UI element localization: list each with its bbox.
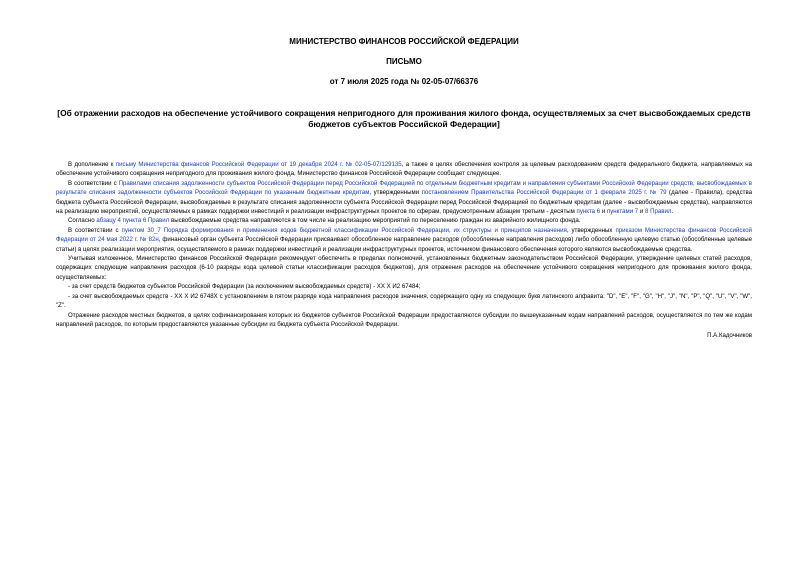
text: , а также в целях обеспечения контроля за целевым расходованием средств федерального бюджета, направляемых на обеспечение устойчивого сокращения непригодного для проживания жилого фонда, Министерство финансов Российской Федерации сообщает следующее. xyxy=(56,161,752,178)
list-item-released-funds: - за счет высвобождаемых средств - ХХ Х И2 6748Х с установлением в пятом разряде кода направления расходов значения, содержащего одну из следующих букв латинского алфавита: "D", "E", "F", "G", "H", "J", "N", "P", "Q", "U", "V", "W", "Z". xyxy=(56,292,752,310)
document-subject: [Об отражении расходов на обеспечение устойчивого сокращения непригодного для проживания жилого фонда, осуществляемых за счет высвобождаемых средств бюджетов субъектов Российской Федерации] xyxy=(57,108,751,129)
signature: П.А.Кадочников xyxy=(707,332,752,340)
text: , утвержденных xyxy=(566,226,616,234)
paragraph-rules xyxy=(56,179,752,217)
text: высвобождаемые средства направляются в том числе на реализацию мероприятий по переселению граждан из аварийного жилищного фонда. xyxy=(169,217,581,225)
ministry-heading: МИНИСТЕРСТВО ФИНАНСОВ РОССИЙСКОЙ ФЕДЕРАЦИИ xyxy=(289,37,519,46)
document-body xyxy=(56,160,752,329)
link-point-8[interactable]: 8 xyxy=(644,208,649,216)
link-write-off-rules[interactable]: Правилами списания задолженности субъектов Российской Федерации перед Российской Федерацией по отдельным бюджетным кредитам и направления субъектами Российской Федерации средств, высвобождаемых в результате списания задолженности субъектов Российской Федерации по указанным бюджетным кредитам xyxy=(56,179,753,197)
link-letter-minfin[interactable]: письму Министерства финансов Российской Федерации от 19 декабря 2024 г. № 02-05-07/129135 xyxy=(115,161,402,168)
link-point-30-7[interactable]: пунктом 30_7 Порядка формирования и применения кодов бюджетной классификации Российской Федерации, их структуры и принципов назначения xyxy=(121,226,567,234)
text: , финансовый орган субъекта Российской Федерации присваивает обособленное направление расходов (обособленные направления расходов) либо обособленную целевую статью (обособленные целевые статьи) в целях реализации мероприятия, осуществляемого в рамках поддержки инвестиций и реализации инфраструктурных проектов, источником финансового обеспечения которого являются высвобождаемые средства. xyxy=(56,236,752,253)
link-government-resolution[interactable]: постановлением Правительства Российской Федерации от 1 февраля 2025 г. № 79 xyxy=(421,189,667,197)
text: и xyxy=(638,208,645,216)
paragraph-recommendation: Учитывая изложенное, Министерство финансов Российской Федерации рекомендует обеспечить в пределах полномочий, установленных бюджетным законодательством Российской Федерации, утверждение целевых статей расходов, содержащих следующие направления расходов (6-10 разряды кода целевой статьи классификации расходов бюджетов), для отражения расходов на обеспечение устойчивого сокращения непригодного для проживания жилого фонда, осуществляемых: xyxy=(56,255,752,281)
text: В соответствии с xyxy=(68,226,122,234)
paragraph-resettlement xyxy=(56,216,752,225)
text: В соответствии с xyxy=(68,179,119,187)
paragraph-intro xyxy=(56,160,752,179)
list-item-regional-funds: - за счет средств бюджетов субъектов Российской Федерации (за исключением высвобождаемых средств) - ХХ Х И2 67484; xyxy=(68,283,421,291)
link-point-6[interactable]: пункта 6 xyxy=(576,208,601,216)
document-date-number: от 7 июля 2025 года № 02-05-07/66376 xyxy=(329,77,479,86)
text: В дополнение к xyxy=(68,161,116,168)
link-point-7[interactable]: пунктами 7 xyxy=(606,208,639,216)
link-paragraph-4-point-6[interactable]: абзацу 4 пункта 6 Правил xyxy=(96,217,170,225)
paragraph-classification xyxy=(56,226,752,254)
text: , утвержденными xyxy=(369,189,422,197)
document-type: ПИСЬМО xyxy=(386,57,422,66)
text: Согласно xyxy=(68,217,97,225)
link-order-82n[interactable]: приказом Министерства финансов Российской Федерации от 24 мая 2022 г. № 82н xyxy=(56,226,752,244)
link-rules[interactable]: Правил xyxy=(650,208,672,216)
paragraph-local-budgets: Отражение расходов местных бюджетов, в целях софинансирования которых из бюджетов субъектов Российской Федерации предоставляются субсидии по вышеуказанным кодам направлений расходов, осуществляется по тем же кодам направлений расходов, по которым предоставляются указанные субсидии из бюджета субъекта Российской Федерации. xyxy=(56,311,752,328)
text: и xyxy=(600,208,607,216)
text: (далее - Правила), средства бюджета субъекта Российской Федерации, высвобождаемые в результате списания задолженности субъекта Российской Федерации перед Российской Федерацией по бюджетным кредитам (далее - высвобождаемые средства), направляются на реализацию мероприятий, осуществляемых в рамках поддержки инвестиций и реализации инфраструктурных проектов по сферам, предусмотренным абзацем третьим - десятым xyxy=(56,189,752,216)
text: . xyxy=(671,208,674,216)
